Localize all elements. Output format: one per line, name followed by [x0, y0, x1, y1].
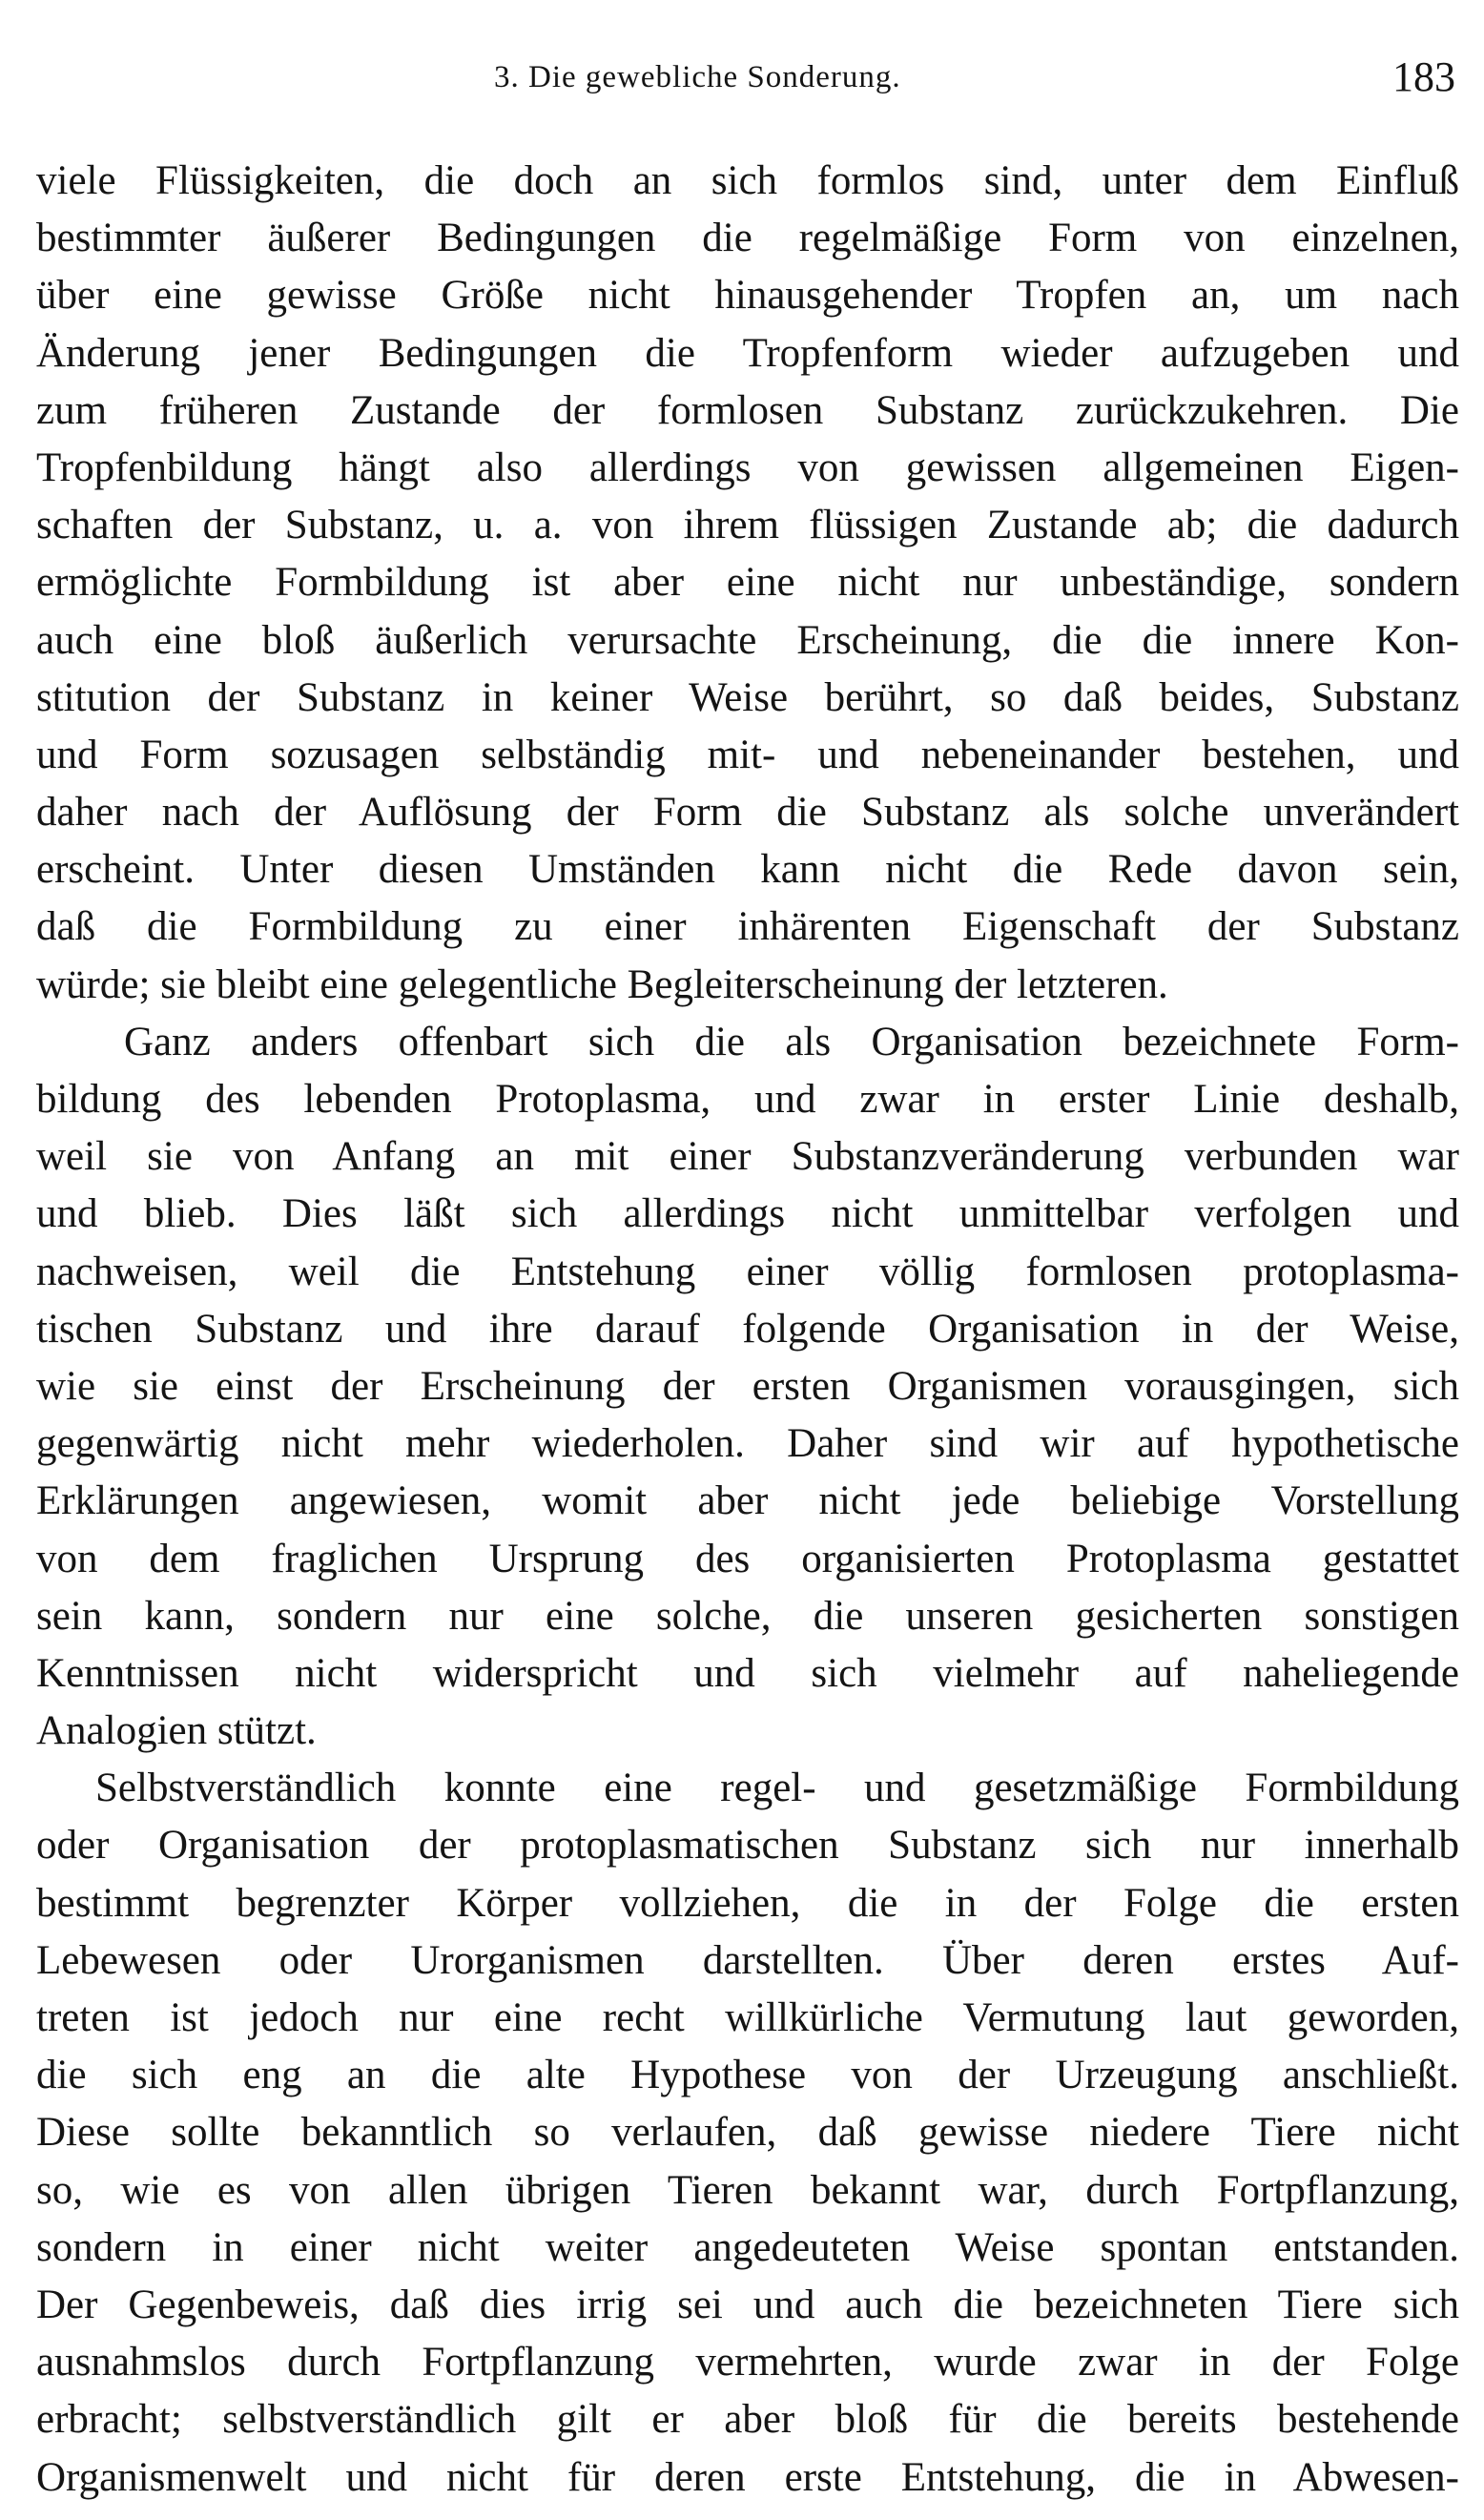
text-line: treten ist jedoch nur eine recht willkürliche Vermutung laut geworden,	[36, 1995, 1459, 2040]
text-line: Lebewesen oder Urorganismen darstellten. Über deren erstes Auf-	[36, 1937, 1459, 1983]
text-line: bestimmter äußerer Bedingungen die regelmäßige Form von einzelnen,	[36, 216, 1459, 261]
text-line: viele Flüssigkeiten, die doch an sich formlos sind, unter dem Einfluß	[36, 158, 1459, 203]
page-number: 183	[1392, 53, 1455, 100]
text-line: Organismenwelt und nicht für deren erste Entstehung, die in Abwesen-	[36, 2454, 1459, 2500]
text-line: Tropfenbildung hängt also allerdings von gewissen allgemeinen Eigen-	[36, 444, 1459, 490]
text-line: Der Gegenbeweis, daß dies irrig sei und auch die bezeichneten Tiere sich	[36, 2282, 1459, 2327]
text-line: sondern in einer nicht weiter angedeuteten Weise spontan entstanden.	[36, 2224, 1459, 2270]
body-text	[36, 153, 1459, 2507]
text-line: Erklärungen angewiesen, womit aber nicht jede beliebige Vorstellung	[36, 1478, 1459, 1524]
text-line: nachweisen, weil die Entstehung einer völlig formlosen protoplasma-	[36, 1249, 1459, 1294]
text-line: von dem fraglichen Ursprung des organisierten Protoplasma gestattet	[36, 1536, 1459, 1581]
text-line: auch eine bloß äußerlich verursachte Erscheinung, die die innere Kon-	[36, 617, 1459, 663]
text-line: bildung des lebenden Protoplasma, und zwar in erster Linie deshalb,	[36, 1077, 1459, 1122]
text-line: die sich eng an die alte Hypothese von der Urzeugung anschließt.	[36, 2053, 1459, 2098]
text-line: ausnahmslos durch Fortpflanzung vermehrten, wurde zwar in der Folge	[36, 2340, 1459, 2386]
text-line: Kenntnissen nicht widerspricht und sich vielmehr auf naheliegende	[36, 1650, 1459, 1696]
text-line: über eine gewisse Größe nicht hinausgehender Tropfen an, um nach	[36, 273, 1459, 319]
text-line: Analogien stützt.	[36, 1708, 317, 1754]
text-line: erbracht; selbstverständlich gilt er aber bloß für die bereits bestehende	[36, 2397, 1459, 2443]
text-line: Änderung jener Bedingungen die Tropfenform wieder aufzugeben und	[36, 330, 1459, 376]
text-line: zum früheren Zustande der formlosen Substanz zurückzukehren. Die	[36, 387, 1459, 433]
text-line: und Form sozusagen selbständig mit- und nebeneinander bestehen, und	[36, 732, 1459, 777]
text-line: daher nach der Auflösung der Form die Substanz als solche unverändert	[36, 790, 1459, 836]
text-line: weil sie von Anfang an mit einer Substanzveränderung verbunden war	[36, 1134, 1459, 1180]
text-line: ermöglichte Formbildung ist aber eine nicht nur unbeständige, sondern	[36, 560, 1459, 606]
text-line: stitution der Substanz in keiner Weise berührt, so daß beides, Substanz	[36, 674, 1459, 720]
text-line: oder Organisation der protoplasmatischen Substanz sich nur innerhalb	[36, 1823, 1459, 1869]
text-line: Selbstverständlich konnte eine regel- und gesetzmäßige Formbildung	[95, 1766, 1459, 1811]
text-line: erscheint. Unter diesen Umständen kann nicht die Rede davon sein,	[36, 847, 1459, 893]
text-line: wie sie einst der Erscheinung der ersten Organismen vorausgingen, sich	[36, 1363, 1459, 1409]
text-line: und blieb. Dies läßt sich allerdings nicht unmittelbar verfolgen und	[36, 1191, 1459, 1237]
text-line: tischen Substanz und ihre darauf folgende Organisation in der Weise,	[36, 1306, 1459, 1352]
text-line: würde; sie bleibt eine gelegentliche Begleiterscheinung der letzteren.	[36, 961, 1168, 1007]
text-line: sein kann, sondern nur eine solche, die unseren gesicherten sonstigen	[36, 1593, 1459, 1639]
text-line: so, wie es von allen übrigen Tieren bekannt war, durch Fortpflanzung,	[36, 2167, 1459, 2213]
text-line: Diese sollte bekanntlich so verlaufen, daß gewisse niedere Tiere nicht	[36, 2110, 1459, 2156]
text-line: Ganz anders offenbart sich die als Organisation bezeichnete Form-	[124, 1019, 1459, 1064]
text-line: gegenwärtig nicht mehr wiederholen. Daher sind wir auf hypothetische	[36, 1421, 1459, 1467]
page-header	[0, 52, 1484, 119]
text-line: daß die Formbildung zu einer inhärenten Eigenschaft der Substanz	[36, 904, 1459, 950]
running-title: 3. Die gewebliche Sonderung.	[494, 60, 901, 94]
text-line: bestimmt begrenzter Körper vollziehen, die in der Folge die ersten	[36, 1880, 1459, 1926]
text-line: schaften der Substanz, u. a. von ihrem flüssigen Zustande ab; die dadurch	[36, 503, 1459, 548]
